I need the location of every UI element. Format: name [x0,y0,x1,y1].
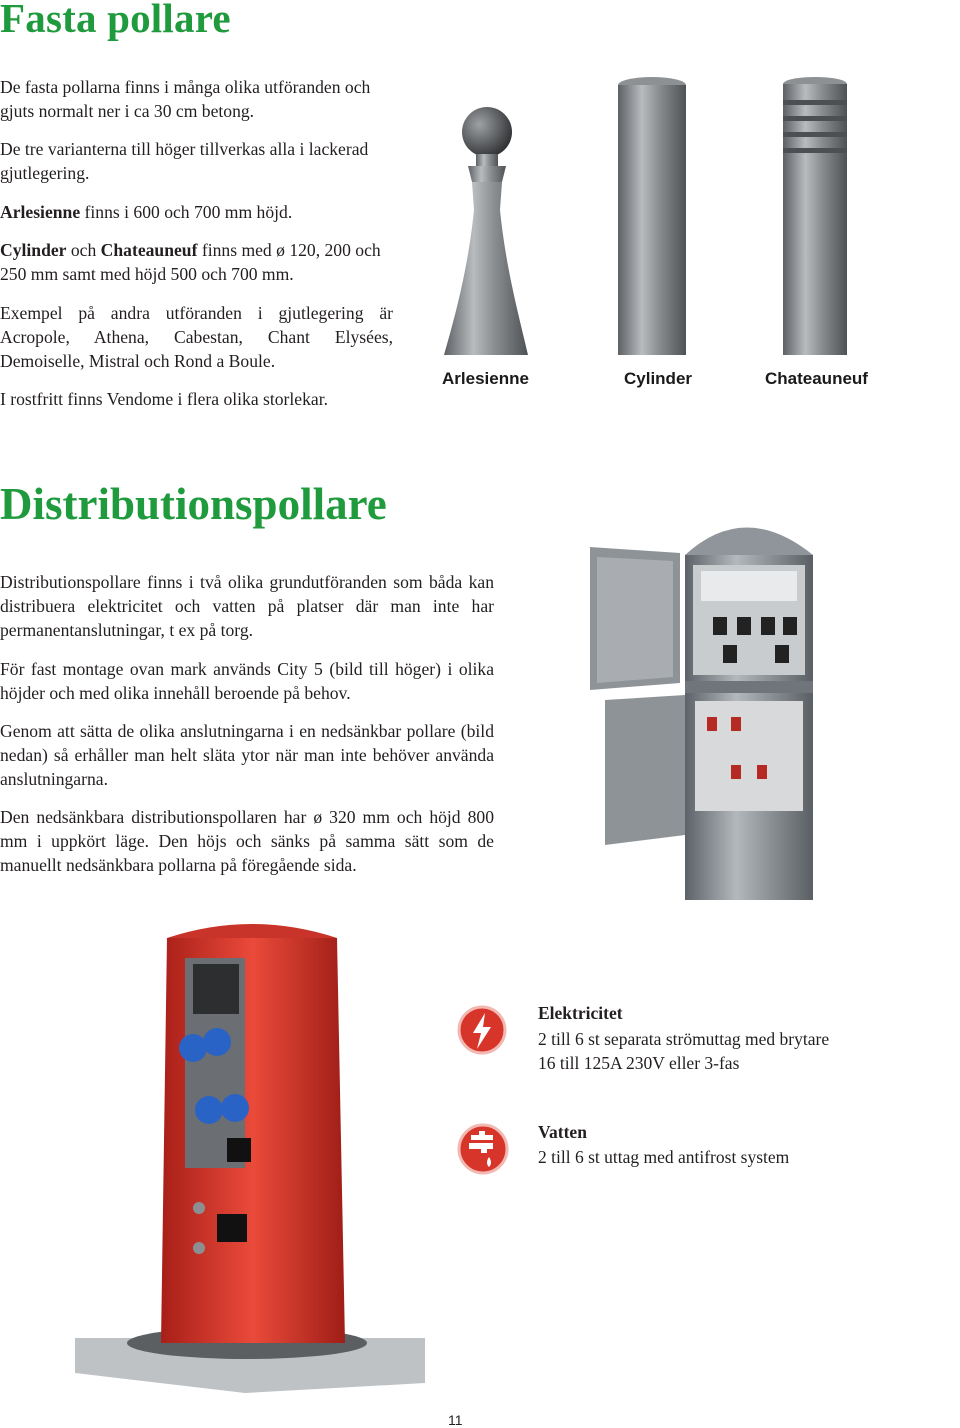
feature-title-elektricitet: Elektricitet [538,1003,623,1023]
cylinder-bollard [618,77,686,355]
chateauneuf-bollard [783,77,847,355]
paragraph-rostfritt: I rostfritt finns Vendome i flera olika storlekar. [0,389,329,409]
city5-pillar-image [585,505,885,900]
feature-text-vatten-1: 2 till 6 st uttag med antifrost system [538,1147,790,1167]
paragraph-cylinder-chateauneuf [0,238,395,286]
feature-text-elektricitet-1: 2 till 6 st separata strömuttag med brytare [538,1029,830,1049]
paragraph-arlesienne [0,200,395,224]
paragraph-distribution-intro: Distributionspollare finns i två olika grundutföranden som båda kan distribuera elektricitet och vatten på platser där man inte har permanentanslutningar, t ex på torg. [0,572,494,640]
feature-title-vatten: Vatten [538,1122,587,1142]
bollards-image [430,70,960,370]
paragraph-intro: De fasta pollarna finns i många olika utföranden och gjuts normalt ner i ca 30 cm betong. [0,77,371,121]
water-tap-icon [457,1123,509,1175]
caption-arlesienne: Arlesienne [442,369,529,388]
page-number: 11 [448,1412,463,1428]
retractable-pillar-image [75,918,425,1393]
bold-chateauneuf: Chateauneuf [100,240,198,260]
paragraph-dimensioner: Den nedsänkbara distributionspollaren har ø 320 mm och höjd 800 mm i uppkört läge. Den höjs och sänks på samma sätt som de manuellt nedsänkbara pollarna på föregående sida. [0,807,494,875]
caption-cylinder: Cylinder [624,369,693,388]
paragraph-exempel: Exempel på andra utföranden i gjutlegering är Acropole, Athena, Cabestan, Chant Elysées, Demoiselle, Mistral och Rond a Boule. [0,303,393,371]
paragraph-varianter: De tre varianterna till höger tillverkas alla i lackerad gjutlegering. [0,139,369,183]
caption-chateauneuf: Chateauneuf [765,369,868,388]
arlesienne-bollard [444,107,528,355]
feature-text-elektricitet-2: 16 till 125A 230V eller 3-fas [538,1053,740,1073]
section-title-fasta-pollare: Fasta pollare [0,0,231,41]
paragraph-city5: För fast montage ovan mark används City 5 (bild till höger) i olika höjder och med olika innehåll beroende på behov. [0,659,494,703]
text-dimensions: finns med ø 120, 200 och 250 mm samt med höjd 500 och 700 mm. [0,240,381,284]
section-title-distributionspollare: Distributionspollare [0,479,387,529]
lightning-icon [457,1005,507,1055]
text-och: och [66,240,101,260]
bold-arlesienne: Arlesienne [0,202,81,222]
bold-cylinder: Cylinder [0,240,67,260]
paragraph-nedsankbar: Genom att sätta de olika anslutningarna i en nedsänkbar pollare (bild nedan) så erhåller man helt släta ytor när man inte behöver använda anslutningarna. [0,721,494,789]
text-arlesienne-rest: finns i 600 och 700 mm höjd. [80,202,293,222]
